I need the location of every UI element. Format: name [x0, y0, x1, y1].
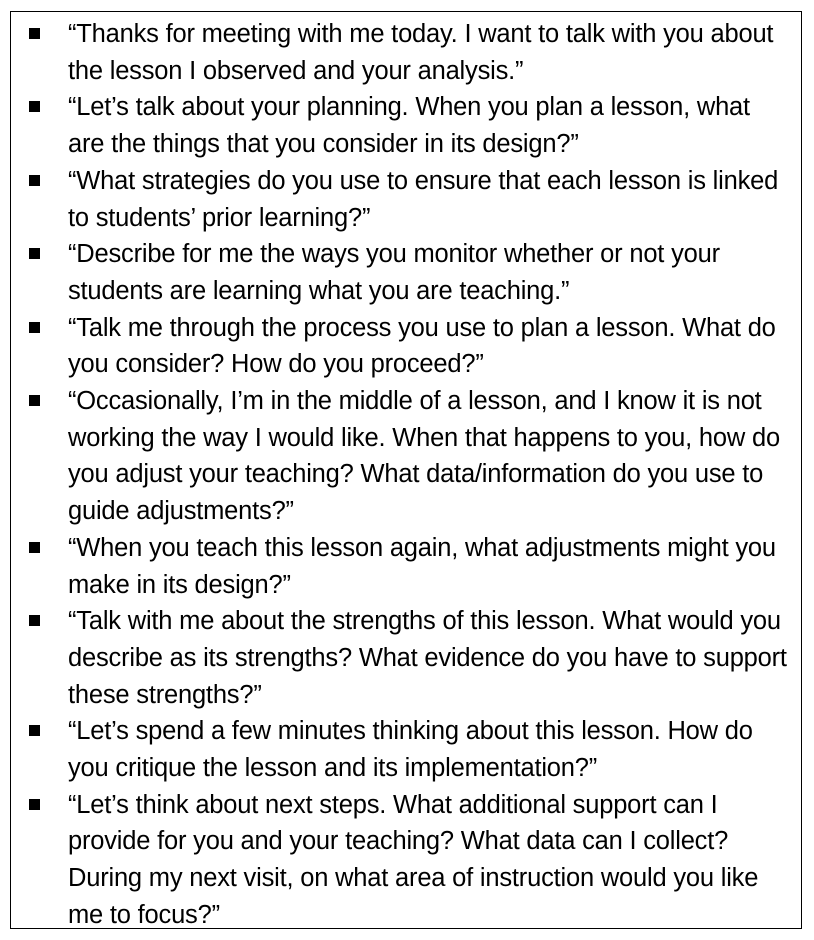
- question-text: “Describe for me the ways you monitor whether or not your students are learning what you are teaching.”: [68, 240, 720, 305]
- question-text: “Let’s spend a few minutes thinking about this lesson. How do you critique the lesson and its implementation?”: [68, 717, 753, 783]
- question-list-box: [10, 11, 802, 929]
- list-item: [11, 89, 801, 162]
- question-list: [11, 16, 801, 934]
- square-bullet-icon: [29, 542, 40, 553]
- list-item: [11, 603, 801, 713]
- square-bullet-icon: [29, 725, 40, 736]
- question-text: “What strategies do you use to ensure that each lesson is linked to students’ prior learning?”: [68, 166, 779, 232]
- list-item: [11, 16, 801, 89]
- question-text: “Let’s think about next steps. What additional support can I provide for you and your teaching? What data can I collect? During my next visit, on what area of instruction would you like me to focus?”: [68, 790, 759, 929]
- square-bullet-icon: [29, 615, 40, 626]
- list-item: [11, 163, 801, 236]
- square-bullet-icon: [29, 175, 40, 186]
- list-item: [11, 383, 801, 530]
- question-text: “Talk with me about the strengths of this lesson. What would you describe as its strengths? What evidence do you have to support these strengths?”: [68, 607, 787, 709]
- square-bullet-icon: [29, 101, 40, 112]
- list-item: [11, 530, 801, 603]
- question-text: “Talk me through the process you use to plan a lesson. What do you consider? How do you proceed?”: [68, 313, 776, 379]
- square-bullet-icon: [29, 322, 40, 333]
- square-bullet-icon: [29, 28, 40, 39]
- question-text: “Thanks for meeting with me today. I want to talk with you about the lesson I observed and your analysis.”: [68, 20, 774, 85]
- list-item: [11, 310, 801, 383]
- square-bullet-icon: [29, 248, 40, 259]
- square-bullet-icon: [29, 395, 40, 406]
- question-text: “Occasionally, I’m in the middle of a lesson, and I know it is not working the way I would like. When that happens to you, how do you adjust your teaching? What data/information do you use to guide adjustments?”: [68, 387, 780, 526]
- list-item: [11, 713, 801, 786]
- question-text: “When you teach this lesson again, what adjustments might you make in its design?”: [68, 533, 776, 599]
- question-text: “Let’s talk about your planning. When you plan a lesson, what are the things that you consider in its design?”: [68, 93, 750, 159]
- square-bullet-icon: [29, 799, 40, 810]
- list-item: [11, 236, 801, 309]
- list-item: [11, 787, 801, 934]
